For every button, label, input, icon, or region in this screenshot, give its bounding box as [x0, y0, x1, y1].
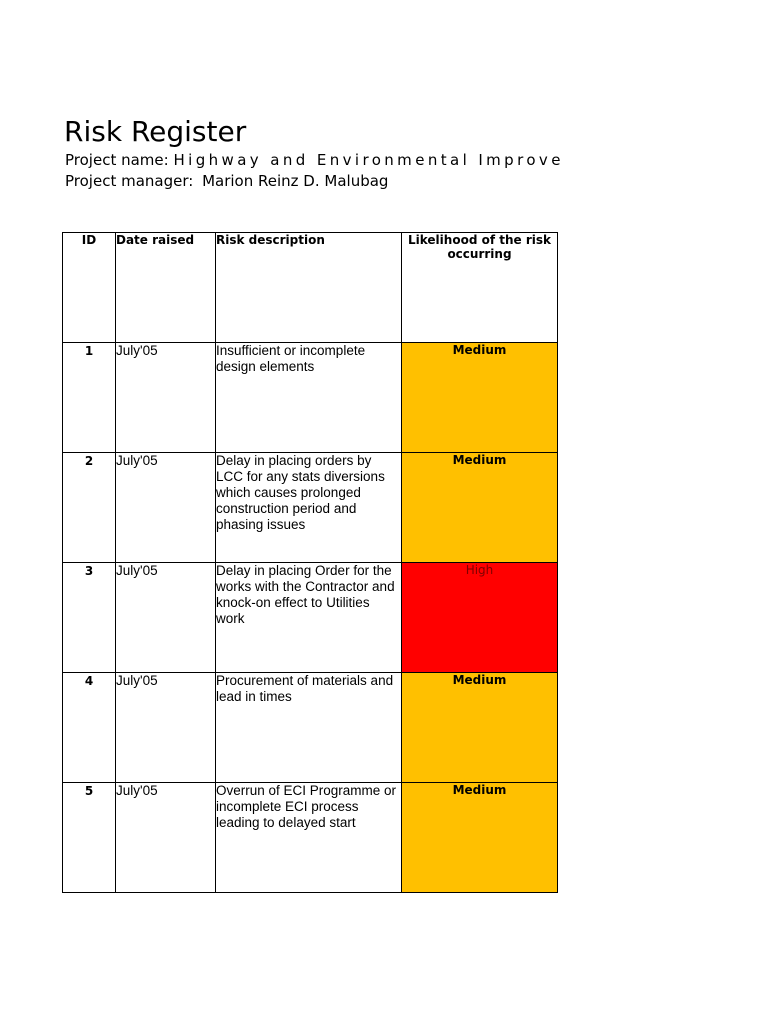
- row-likelihood: High: [402, 563, 558, 673]
- header-id: ID: [63, 233, 116, 343]
- table-row: [63, 673, 558, 783]
- project-name-label: Project name:: [65, 151, 169, 169]
- row-date-raised: July'05: [116, 453, 216, 563]
- row-date-raised: July'05: [116, 563, 216, 673]
- table-header-row: [63, 233, 558, 343]
- table-row: [63, 343, 558, 453]
- row-date-raised: July'05: [116, 673, 216, 783]
- header-date-raised: Date raised: [116, 233, 216, 343]
- row-likelihood: Medium: [402, 343, 558, 453]
- row-date-raised: July'05: [116, 343, 216, 453]
- row-date-raised: July'05: [116, 783, 216, 893]
- table-row: [63, 563, 558, 673]
- row-likelihood: Medium: [402, 453, 558, 563]
- page-title: Risk Register: [64, 115, 247, 148]
- row-risk-description: Delay in placing Order for the works with the Contractor and knock-on effect to Utilities work: [216, 563, 402, 673]
- row-id: 5: [63, 783, 116, 893]
- row-id: 2: [63, 453, 116, 563]
- row-likelihood: Medium: [402, 783, 558, 893]
- row-id: 3: [63, 563, 116, 673]
- project-name-value: Highway and Environmental Improve: [173, 151, 564, 169]
- table-row: [63, 453, 558, 563]
- risk-table: [62, 232, 558, 893]
- project-manager-line: [65, 171, 388, 191]
- project-manager-label: Project manager:: [65, 172, 194, 190]
- row-id: 4: [63, 673, 116, 783]
- header-likelihood: Likelihood of the risk occurring: [402, 233, 558, 343]
- row-risk-description: Delay in placing orders by LCC for any stats diversions which causes prolonged construction period and phasing issues: [216, 453, 402, 563]
- row-id: 1: [63, 343, 116, 453]
- row-likelihood: Medium: [402, 673, 558, 783]
- project-name-line: [65, 150, 564, 170]
- project-manager-value: Marion Reinz D. Malubag: [202, 172, 389, 190]
- row-risk-description: Insufficient or incomplete design elements: [216, 343, 402, 453]
- header-risk-description: Risk description: [216, 233, 402, 343]
- table-row: [63, 783, 558, 893]
- row-risk-description: Overrun of ECI Programme or incomplete ECI process leading to delayed start: [216, 783, 402, 893]
- row-risk-description: Procurement of materials and lead in times: [216, 673, 402, 783]
